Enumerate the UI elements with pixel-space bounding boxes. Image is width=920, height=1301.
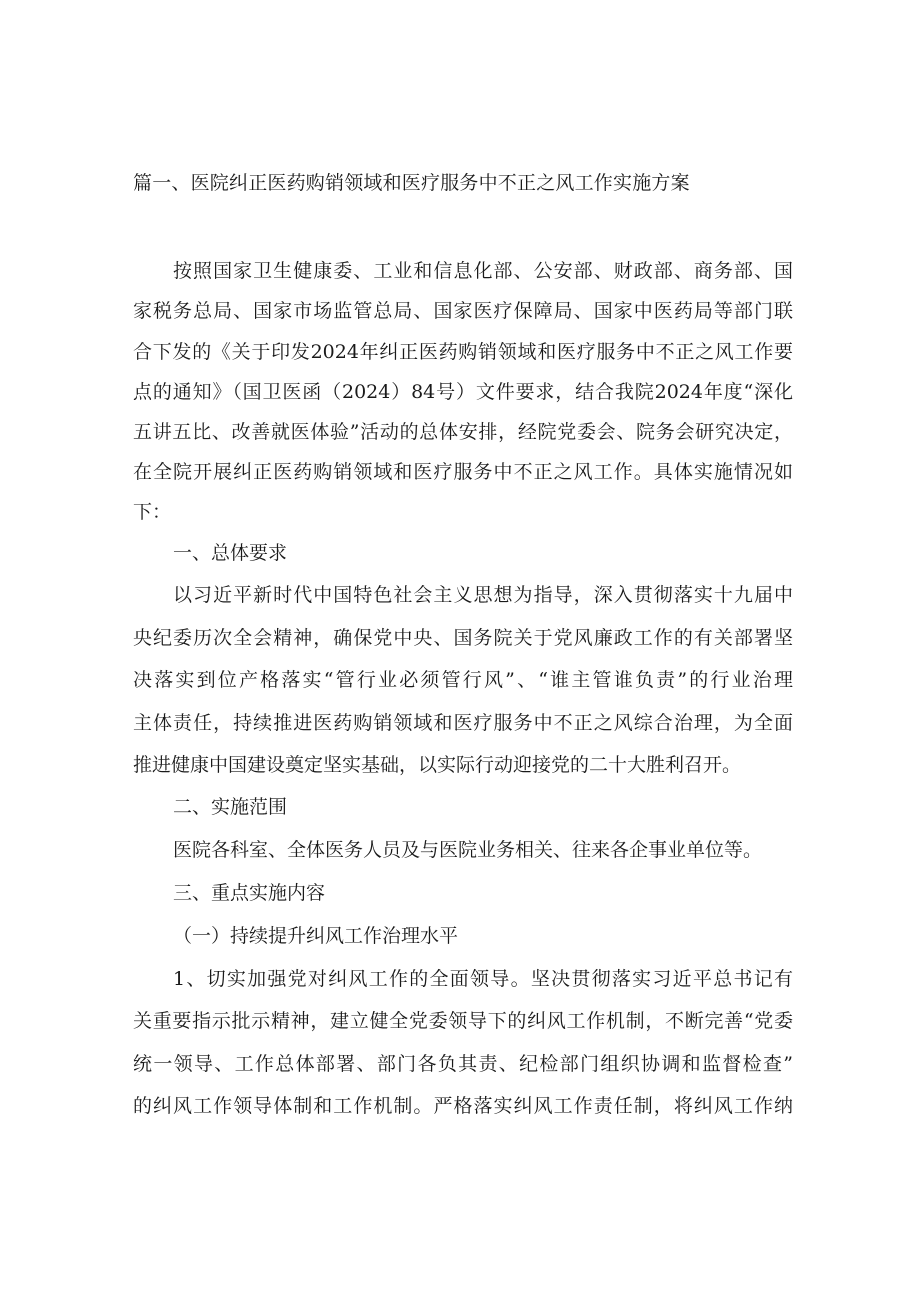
paragraph-line: 统一领导、工作总体部署、部门各负其责、纪检部门组织协调和监督检查” bbox=[133, 1053, 793, 1075]
paragraph-line: 家税务总局、国家市场监管总局、国家医疗保障局、国家中医药局等部门联 bbox=[133, 300, 793, 322]
paragraph-line: 关重要指示批示精神，建立健全党委领导下的纠风工作机制，不断完善“党委 bbox=[133, 1010, 793, 1032]
section-heading: 三、重点实施内容 bbox=[173, 882, 326, 904]
paragraph-line: 的纠风工作领导体制和工作机制。严格落实纠风工作责任制，将纠风工作纳 bbox=[133, 1095, 793, 1117]
paragraph-line: 合下发的《关于印发2024年纠正医药购销领域和医疗服务中不正之风工作要 bbox=[133, 341, 793, 363]
section-heading: 一、总体要求 bbox=[173, 542, 288, 564]
sub-heading: （一）持续提升纠风工作治理水平 bbox=[173, 925, 459, 947]
paragraph-line: 央纪委历次全会精神，确保党中央、国务院关于党风廉政工作的有关部署坚 bbox=[133, 627, 793, 649]
paragraph-line: 1、切实加强党对纠风工作的全面领导。坚决贯彻落实习近平总书记有 bbox=[173, 968, 793, 990]
paragraph-line: 医院各科室、全体医务人员及与医院业务相关、往来各企事业单位等。 bbox=[173, 839, 763, 861]
paragraph-line: 主体责任，持续推进医药购销领域和医疗服务中不正之风综合治理，为全面 bbox=[133, 712, 793, 734]
paragraph-line: 点的通知》（国卫医函（2024）84号）文件要求，结合我院2024年度“深化 bbox=[133, 381, 793, 403]
paragraph-line: 按照国家卫生健康委、工业和信息化部、公安部、财政部、商务部、国 bbox=[173, 260, 793, 282]
paragraph-line: 以习近平新时代中国特色社会主义思想为指导，深入贯彻落实十九届中 bbox=[173, 584, 793, 606]
paragraph-line: 五讲五比、改善就医体验”活动的总体安排，经院党委会、院务会研究决定， bbox=[133, 421, 793, 443]
paragraph-line: 在全院开展纠正医药购销领域和医疗服务中不正之风工作。具体实施情况如 bbox=[133, 461, 793, 483]
paragraph-line: 推进健康中国建设奠定坚实基础，以实际行动迎接党的二十大胜利召开。 bbox=[133, 754, 742, 776]
paragraph-line: 下： bbox=[133, 501, 172, 523]
document-title: 篇一、医院纠正医药购销领域和医疗服务中不正之风工作实施方案 bbox=[133, 172, 690, 194]
section-heading: 二、实施范围 bbox=[173, 796, 288, 818]
paragraph-line: 决落实到位产格落实“管行业必须管行风”、“谁主管谁负责”的行业治理 bbox=[133, 669, 793, 691]
